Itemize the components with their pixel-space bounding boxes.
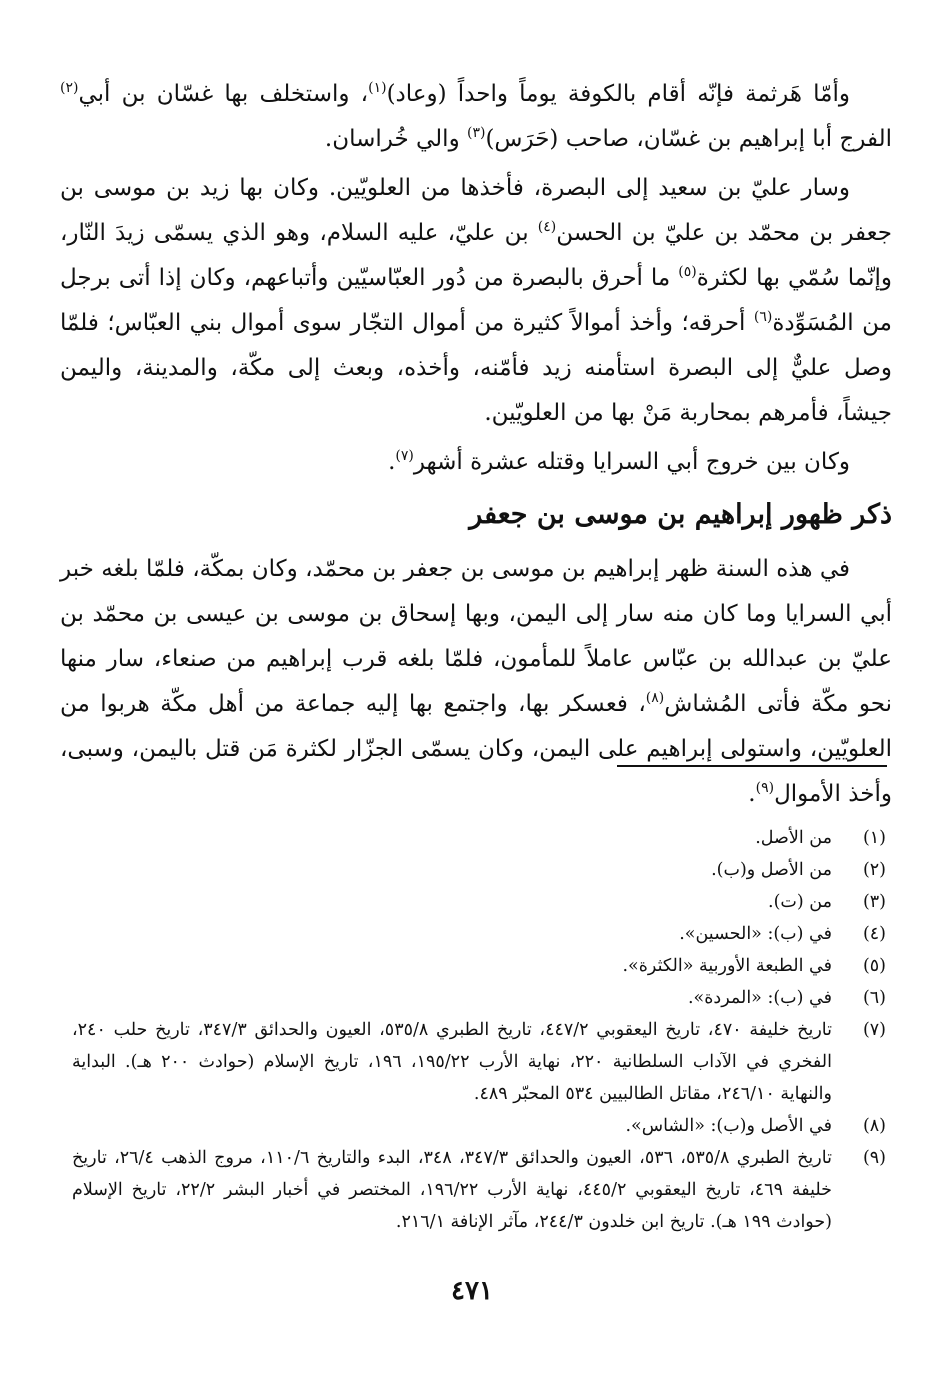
footnote-item <box>72 1110 886 1142</box>
footnote-number: (٤) <box>862 924 886 944</box>
paragraph-text: . <box>748 781 756 807</box>
paragraph-text: والي خُراسان. <box>324 126 467 152</box>
footnote-item <box>72 1142 886 1238</box>
footnote-reference: (٥) <box>678 264 697 280</box>
paragraph-text: ما أحرق بالبصرة من دُور العبّاسيّين وأتباعهم، وكان إذا أتى برجل من المُسَوِّدة <box>60 265 892 336</box>
paragraph <box>60 166 892 436</box>
paragraph <box>60 440 892 485</box>
footnote-text: من (ت). <box>768 892 832 912</box>
footnote-divider <box>617 765 887 767</box>
footnote-reference: (٣) <box>466 125 486 141</box>
paragraph-text: أحرقه؛ وأخذ أموالاً كثيرة من أموال التجّار سوى أموال بني العبّاس؛ فلمّا وصل عليٌّ إلى البصرة استأمنه زيد فأمّنه، وأخذه، وبعث إلى مكّة، والمدينة، واليمن جيشاً، فأمرهم بمحاربة مَنْ بها من العلويّين. <box>60 310 892 426</box>
footnote-reference: (٩) <box>755 780 775 796</box>
footnote-text: من الأصل. <box>755 828 832 848</box>
footnote-reference: (١) <box>368 80 387 96</box>
footnote-text: في (ب): «المردة». <box>687 988 832 1008</box>
page-number: ٤٧١ <box>451 1276 493 1306</box>
footnote-reference: (٨) <box>645 690 665 706</box>
main-text <box>60 72 892 817</box>
paragraph-text: . <box>388 449 396 475</box>
footnote-item <box>72 886 886 918</box>
footnote-number: (٣) <box>862 892 886 912</box>
paragraphs-before <box>60 72 892 485</box>
footnote-text: في (ب): «الحسين». <box>679 924 832 944</box>
footnote-number: (٩) <box>862 1148 886 1168</box>
footnote-number: (٢) <box>862 860 886 880</box>
paragraph <box>60 72 892 162</box>
paragraph-text: وأمّا هَرثمة فإنّه أقام بالكوفة يوماً واحداً (وعاد) <box>386 81 850 107</box>
paragraph-text: الفرج أبا إبراهيم بن غسّان، صاحب (حَرَس) <box>485 126 892 152</box>
footnote-text: تاريخ الطبري ٥٣٥/٨، ٥٣٦، العيون والحدائق ٣٤٧/٣، ٣٤٨، البدء والتاريخ ١١٠/٦، مروج الذهب ٢٦/٤، تاريخ خليفة ٤٦٩، تاريخ اليعقوبي ٤٤٥/٢، نهاية الأرب ١٩٦/٢٢، المختصر في أخبار البشر ٢٢/٢، تاريخ الإسلام (حوادث ١٩٩ هـ). تاريخ ابن خلدون ٢٤٤/٣، مآثر الإنافة ٢١٦/١. <box>72 1148 832 1232</box>
footnote-item <box>72 918 886 950</box>
paragraph-text: وسار عليّ بن سعيد إلى البصرة، فأخذها من العلويّين. وكان بها زيد بن موسى بن جعفر بن محمّد بن عليّ بن الحسن <box>60 175 892 246</box>
paragraph <box>60 547 892 817</box>
paragraph-text: ، فعسكر بها، واجتمع بها إليه جماعة من أهل مكّة هربوا من العلويّين، واستولى إبراهيم على اليمن، وكان يسمّى الجزّار لكثرة مَن قتل باليمن، وسبى، وأخذ الأموال <box>60 691 892 807</box>
footnote-item <box>72 854 886 886</box>
paragraphs-after <box>60 547 892 817</box>
footnote-number: (٦) <box>862 988 886 1008</box>
footnote-reference: (٢) <box>60 80 79 96</box>
footnote-item <box>72 982 886 1014</box>
footnote-text: في الطبعة الأوربية «الكثرة». <box>622 956 832 976</box>
footnote-number: (١) <box>862 828 886 848</box>
paragraph-text: بن عليّ، عليه السلام، وهو الذي يسمّى زيدَ النّار، وإنّما سُمّي بها لكثرة <box>60 220 892 291</box>
footnote-reference: (٤) <box>537 219 557 235</box>
footnote-item <box>72 1014 886 1110</box>
paragraph-text: وكان بين خروج أبي السرايا وقتله عشرة أشهر <box>413 449 850 475</box>
footnote-number: (٨) <box>862 1116 886 1136</box>
footnote-item <box>72 950 886 982</box>
footnote-item <box>72 822 886 854</box>
footnote-reference: (٦) <box>753 309 773 325</box>
footnote-text: تاريخ خليفة ٤٧٠، تاريخ اليعقوبي ٤٤٧/٢، تاريخ الطبري ٥٣٥/٨، العيون والحدائق ٣٤٧/٣، تاريخ حلب ٢٤٠، الفخري في الآداب السلطانية ٢٢٠، نهاية الأرب ١٩٥/٢٢، ١٩٦، تاريخ الإسلام (حوادث ٢٠٠ هـ). البداية والنهاية ٢٤٦/١٠، مقاتل الطالبيين ٥٣٤ المحبّر ٤٨٩. <box>72 1020 833 1104</box>
footnote-text: من الأصل و(ب). <box>711 860 832 880</box>
footnote-text: في الأصل و(ب): «الشاس». <box>625 1116 832 1136</box>
paragraph-text: في هذه السنة ظهر إبراهيم بن موسى بن جعفر بن محمّد، وكان بمكّة، فلمّا بلغه خبر أبي السرايا وما كان منه سار إلى اليمن، وبها إسحاق بن موسى بن عيسى بن محمّد بن عليّ بن عبدالله بن عبّاس عاملاً للمأمون، فلمّا بلغه قرب إبراهيم من صنعاء، سار منها نحو مكّة فأتى المُشاش <box>60 556 892 717</box>
footnote-number: (٥) <box>862 956 886 976</box>
footnote-number: (٧) <box>862 1020 886 1040</box>
section-title: ذكر ظهور إبراهيم بن موسى بن جعفر <box>469 499 892 530</box>
paragraph-text: ، واستخلف بها غسّان بن أبي <box>78 81 369 107</box>
footnotes-list <box>72 822 886 1238</box>
footnote-reference: (٧) <box>395 448 414 464</box>
